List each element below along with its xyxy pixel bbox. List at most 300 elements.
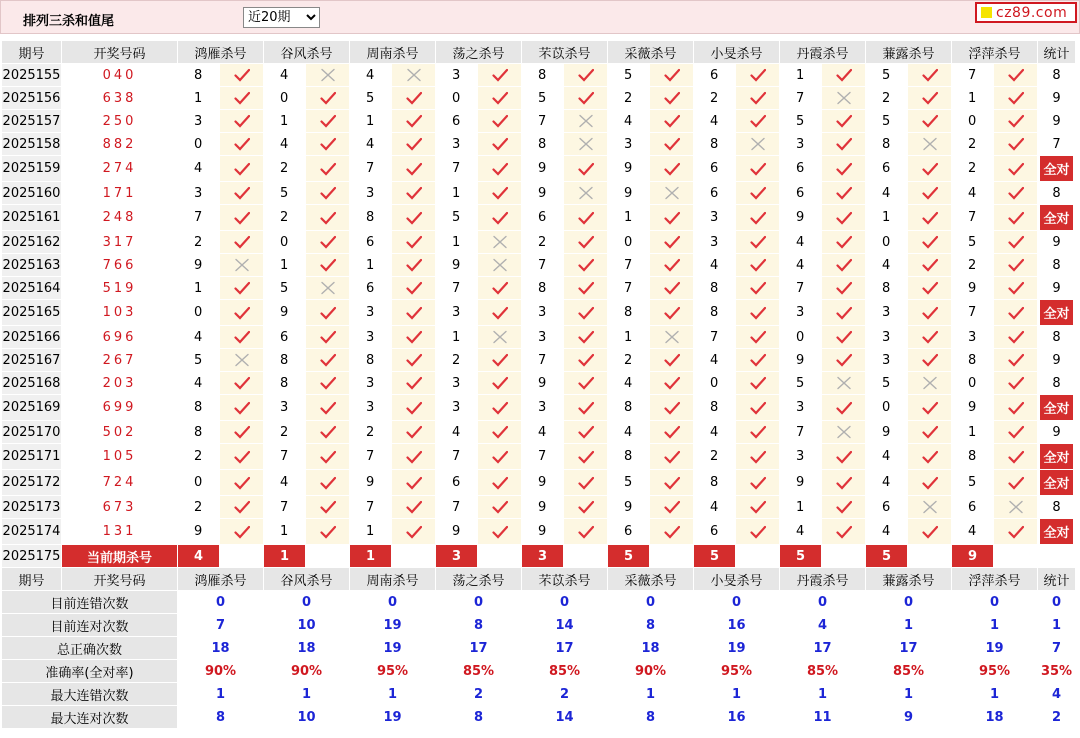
kill-number-cell: 2	[608, 87, 650, 110]
check-icon	[1008, 401, 1024, 415]
result-mark-cell	[564, 182, 608, 205]
table-row	[2, 254, 1076, 277]
kill-number-cell: 9	[522, 519, 564, 545]
result-mark-cell	[306, 395, 350, 421]
kill-number-cell: 6	[694, 519, 736, 545]
kill-number-cell: 4	[952, 519, 994, 545]
result-mark-cell	[478, 372, 522, 395]
check-icon	[836, 235, 852, 249]
table-row	[2, 496, 1076, 519]
summary-value: 2	[436, 683, 522, 706]
kill-number-cell: 7	[694, 326, 736, 349]
result-mark-cell	[822, 254, 866, 277]
kill-number-cell: 7	[780, 421, 822, 444]
check-icon	[320, 525, 336, 539]
kill-number-cell: 3	[608, 133, 650, 156]
check-icon	[578, 306, 594, 320]
table-row	[2, 133, 1076, 156]
result-mark-cell	[994, 395, 1038, 421]
check-icon	[836, 68, 852, 82]
check-icon	[836, 281, 852, 295]
header-row	[2, 41, 1076, 64]
draw-number-cell: 882	[62, 133, 178, 156]
kill-number-cell: 9	[350, 470, 392, 496]
check-icon	[578, 281, 594, 295]
summary-value: 16	[694, 706, 780, 729]
hit-count-cell: 9	[1038, 421, 1076, 444]
result-mark-cell	[650, 182, 694, 205]
result-mark-cell	[220, 205, 264, 231]
column-header: 统计	[1038, 568, 1076, 591]
kill-number-cell: 3	[350, 300, 392, 326]
kill-number-cell: 7	[952, 205, 994, 231]
result-mark-cell	[220, 156, 264, 182]
kill-number-cell: 8	[178, 395, 220, 421]
all-correct-badge: 全对	[1040, 444, 1072, 469]
kill-number-cell: 1	[436, 182, 478, 205]
kill-number-cell: 3	[866, 326, 908, 349]
period-cell: 2025157	[2, 110, 62, 133]
empty-cell	[908, 545, 952, 568]
result-mark-cell	[994, 87, 1038, 110]
kill-number-cell: 9	[178, 254, 220, 277]
result-mark-cell	[736, 444, 780, 470]
result-mark-cell	[650, 349, 694, 372]
kill-number-cell: 6	[608, 519, 650, 545]
result-mark-cell	[822, 231, 866, 254]
result-mark-cell	[220, 519, 264, 545]
kill-number-cell: 8	[522, 64, 564, 87]
result-mark-cell	[306, 87, 350, 110]
result-mark-cell	[306, 205, 350, 231]
summary-value: 18	[178, 637, 264, 660]
check-icon	[406, 525, 422, 539]
result-mark-cell	[736, 372, 780, 395]
result-mark-cell	[822, 300, 866, 326]
result-mark-cell	[564, 156, 608, 182]
check-icon	[836, 258, 852, 272]
summary-value: 17	[780, 637, 866, 660]
result-mark-cell	[822, 326, 866, 349]
result-mark-cell	[392, 133, 436, 156]
check-icon	[836, 114, 852, 128]
summary-value: 14	[522, 614, 608, 637]
kill-number-cell: 3	[350, 326, 392, 349]
kill-number-cell: 4	[780, 519, 822, 545]
summary-value: 1	[608, 683, 694, 706]
check-icon	[922, 450, 938, 464]
kill-number-cell: 5	[780, 372, 822, 395]
check-icon	[578, 235, 594, 249]
result-mark-cell	[908, 470, 952, 496]
result-mark-cell	[478, 326, 522, 349]
cross-icon	[664, 330, 680, 344]
result-mark-cell	[306, 231, 350, 254]
kill-number-cell: 4	[866, 519, 908, 545]
check-icon	[492, 137, 508, 151]
cross-icon	[836, 425, 852, 439]
draw-number-cell: 250	[62, 110, 178, 133]
kill-number-cell: 7	[350, 156, 392, 182]
cross-icon	[234, 353, 250, 367]
kill-number-cell: 1	[952, 421, 994, 444]
kill-number-cell: 3	[436, 372, 478, 395]
period-cell: 2025168	[2, 372, 62, 395]
header-row	[2, 568, 1076, 591]
kill-number-cell: 1	[780, 64, 822, 87]
kill-number-cell: 5	[350, 87, 392, 110]
all-correct-badge: 全对	[1040, 205, 1072, 230]
kill-number-cell: 3	[522, 300, 564, 326]
result-mark-cell	[392, 444, 436, 470]
result-mark-cell	[564, 421, 608, 444]
kill-number-cell: 3	[780, 300, 822, 326]
result-mark-cell	[478, 156, 522, 182]
column-header: 蒹露杀号	[866, 568, 952, 591]
current-kill-number: 4	[178, 545, 220, 568]
kill-number-cell: 6	[952, 496, 994, 519]
summary-value: 11	[780, 706, 866, 729]
result-mark-cell	[908, 326, 952, 349]
column-header: 采薇杀号	[608, 568, 694, 591]
hit-count-cell: 8	[1038, 182, 1076, 205]
result-mark-cell	[220, 421, 264, 444]
result-mark-cell	[478, 87, 522, 110]
check-icon	[1008, 425, 1024, 439]
result-mark-cell	[392, 182, 436, 205]
kill-number-cell: 8	[350, 205, 392, 231]
result-mark-cell	[220, 231, 264, 254]
check-icon	[664, 425, 680, 439]
cross-icon	[664, 186, 680, 200]
kill-number-cell: 8	[608, 395, 650, 421]
result-mark-cell	[994, 326, 1038, 349]
result-mark-cell	[220, 470, 264, 496]
period-cell: 2025164	[2, 277, 62, 300]
period-cell: 2025160	[2, 182, 62, 205]
result-mark-cell	[650, 519, 694, 545]
kill-number-cell: 8	[866, 133, 908, 156]
empty-cell	[564, 545, 608, 568]
result-mark-cell	[220, 277, 264, 300]
result-mark-cell	[650, 254, 694, 277]
check-icon	[234, 525, 250, 539]
result-mark-cell	[564, 133, 608, 156]
period-cell: 2025156	[2, 87, 62, 110]
kill-number-cell: 4	[350, 64, 392, 87]
kill-number-cell: 4	[608, 110, 650, 133]
result-mark-cell	[564, 470, 608, 496]
kill-number-cell: 4	[866, 444, 908, 470]
check-icon	[406, 114, 422, 128]
result-mark-cell	[392, 519, 436, 545]
result-mark-cell	[822, 496, 866, 519]
check-icon	[492, 353, 508, 367]
summary-value: 0	[178, 591, 264, 614]
kill-number-cell: 1	[264, 254, 306, 277]
draw-number-cell: 103	[62, 300, 178, 326]
result-mark-cell	[220, 395, 264, 421]
kill-number-cell: 4	[780, 231, 822, 254]
kill-number-cell: 8	[350, 349, 392, 372]
result-mark-cell	[220, 496, 264, 519]
result-mark-cell	[994, 277, 1038, 300]
check-icon	[664, 114, 680, 128]
kill-number-cell: 3	[178, 182, 220, 205]
summary-value: 7	[178, 614, 264, 637]
kill-number-cell: 4	[694, 254, 736, 277]
check-icon	[320, 186, 336, 200]
check-icon	[578, 68, 594, 82]
kill-number-cell: 9	[264, 300, 306, 326]
cross-icon	[922, 500, 938, 514]
kill-number-cell: 7	[436, 277, 478, 300]
summary-value: 1	[952, 683, 1038, 706]
check-icon	[922, 476, 938, 490]
kill-number-cell: 0	[178, 300, 220, 326]
check-icon	[664, 137, 680, 151]
period-cell: 2025170	[2, 421, 62, 444]
cross-icon	[578, 186, 594, 200]
check-icon	[406, 401, 422, 415]
check-icon	[406, 476, 422, 490]
column-header: 浮萍杀号	[952, 41, 1038, 64]
result-mark-cell	[650, 231, 694, 254]
cross-icon	[836, 376, 852, 390]
check-icon	[320, 500, 336, 514]
result-mark-cell	[478, 470, 522, 496]
result-mark-cell	[478, 205, 522, 231]
check-icon	[664, 500, 680, 514]
column-header: 浮萍杀号	[952, 568, 1038, 591]
result-mark-cell	[994, 205, 1038, 231]
result-mark-cell	[736, 277, 780, 300]
summary-value: 19	[350, 637, 436, 660]
kill-number-cell: 3	[866, 349, 908, 372]
check-icon	[406, 258, 422, 272]
current-kill-number: 3	[436, 545, 478, 568]
result-mark-cell	[306, 64, 350, 87]
kill-number-cell: 5	[264, 182, 306, 205]
kill-number-cell: 2	[264, 421, 306, 444]
column-header: 期号	[2, 568, 62, 591]
check-icon	[836, 476, 852, 490]
period-select[interactable]	[243, 7, 320, 28]
kill-number-cell: 8	[178, 421, 220, 444]
check-icon	[922, 258, 938, 272]
hit-count-cell: 7	[1038, 133, 1076, 156]
kill-number-cell: 8	[866, 277, 908, 300]
check-icon	[750, 162, 766, 176]
kill-number-cell: 9	[522, 496, 564, 519]
result-mark-cell	[564, 372, 608, 395]
all-correct-badge-cell	[1038, 395, 1076, 421]
site-logo[interactable]	[975, 2, 1077, 23]
kill-number-cell: 9	[780, 470, 822, 496]
kill-number-cell: 7	[780, 277, 822, 300]
cross-icon	[320, 68, 336, 82]
result-mark-cell	[220, 182, 264, 205]
result-mark-cell	[478, 349, 522, 372]
kill-number-cell: 1	[866, 205, 908, 231]
column-header: 开奖号码	[62, 568, 178, 591]
check-icon	[406, 330, 422, 344]
check-icon	[578, 162, 594, 176]
check-icon	[750, 500, 766, 514]
period-cell: 2025162	[2, 231, 62, 254]
summary-value: 10	[264, 614, 350, 637]
result-mark-cell	[306, 182, 350, 205]
table-row	[2, 64, 1076, 87]
summary-value: 90%	[608, 660, 694, 683]
check-icon	[406, 306, 422, 320]
table-row	[2, 372, 1076, 395]
kill-number-cell: 0	[952, 110, 994, 133]
kill-number-cell: 3	[780, 395, 822, 421]
result-mark-cell	[650, 64, 694, 87]
kill-number-cell: 2	[952, 133, 994, 156]
column-header: 采薇杀号	[608, 41, 694, 64]
result-mark-cell	[650, 300, 694, 326]
result-mark-cell	[392, 64, 436, 87]
kill-number-cell: 2	[952, 254, 994, 277]
period-cell: 2025173	[2, 496, 62, 519]
column-header: 丹霞杀号	[780, 568, 866, 591]
kill-number-cell: 3	[780, 444, 822, 470]
column-header: 期号	[2, 41, 62, 64]
kill-number-cell: 0	[178, 470, 220, 496]
check-icon	[1008, 476, 1024, 490]
result-mark-cell	[994, 133, 1038, 156]
cross-icon	[406, 68, 422, 82]
check-icon	[664, 376, 680, 390]
result-mark-cell	[306, 133, 350, 156]
kill-number-cell: 8	[522, 277, 564, 300]
check-icon	[836, 330, 852, 344]
period-cell: 2025174	[2, 519, 62, 545]
period-cell: 2025159	[2, 156, 62, 182]
check-icon	[406, 500, 422, 514]
check-icon	[234, 211, 250, 225]
result-mark-cell	[564, 254, 608, 277]
check-icon	[664, 281, 680, 295]
draw-number-cell: 248	[62, 205, 178, 231]
result-mark-cell	[564, 349, 608, 372]
result-mark-cell	[994, 156, 1038, 182]
summary-value: 19	[952, 637, 1038, 660]
check-icon	[578, 91, 594, 105]
summary-value: 19	[694, 637, 780, 660]
summary-value: 10	[264, 706, 350, 729]
all-correct-badge-cell	[1038, 519, 1076, 545]
result-mark-cell	[306, 254, 350, 277]
result-mark-cell	[736, 300, 780, 326]
result-mark-cell	[478, 277, 522, 300]
check-icon	[922, 330, 938, 344]
period-cell: 2025155	[2, 64, 62, 87]
all-correct-badge-cell	[1038, 444, 1076, 470]
result-mark-cell	[564, 395, 608, 421]
kill-number-cell: 0	[866, 231, 908, 254]
hit-count-cell: 9	[1038, 110, 1076, 133]
kill-number-cell: 4	[522, 421, 564, 444]
kill-number-cell: 2	[178, 231, 220, 254]
check-icon	[492, 525, 508, 539]
summary-value: 18	[952, 706, 1038, 729]
check-icon	[492, 68, 508, 82]
result-mark-cell	[220, 110, 264, 133]
kill-number-cell: 6	[694, 156, 736, 182]
draw-number-cell: 724	[62, 470, 178, 496]
check-icon	[320, 425, 336, 439]
result-mark-cell	[908, 372, 952, 395]
kill-number-cell: 8	[264, 372, 306, 395]
check-icon	[578, 401, 594, 415]
kill-number-cell: 9	[780, 205, 822, 231]
kill-number-cell: 2	[350, 421, 392, 444]
kill-number-cell: 4	[608, 421, 650, 444]
kill-number-cell: 9	[178, 519, 220, 545]
table-row	[2, 395, 1076, 421]
result-mark-cell	[994, 372, 1038, 395]
result-mark-cell	[564, 326, 608, 349]
kill-number-cell: 8	[694, 395, 736, 421]
check-icon	[234, 281, 250, 295]
kill-number-cell: 0	[608, 231, 650, 254]
draw-number-cell: 171	[62, 182, 178, 205]
result-mark-cell	[908, 496, 952, 519]
check-icon	[750, 476, 766, 490]
period-cell: 2025161	[2, 205, 62, 231]
result-mark-cell	[822, 519, 866, 545]
result-mark-cell	[736, 326, 780, 349]
table-row	[2, 349, 1076, 372]
result-mark-cell	[220, 254, 264, 277]
kill-number-cell: 1	[178, 87, 220, 110]
cross-icon	[750, 137, 766, 151]
kill-number-cell: 7	[608, 277, 650, 300]
check-icon	[750, 306, 766, 320]
table-row	[2, 470, 1076, 496]
empty-cell	[1038, 545, 1076, 568]
check-icon	[492, 306, 508, 320]
summary-value: 1	[694, 683, 780, 706]
check-icon	[836, 211, 852, 225]
check-icon	[922, 425, 938, 439]
check-icon	[1008, 258, 1024, 272]
kill-number-cell: 8	[608, 300, 650, 326]
check-icon	[836, 162, 852, 176]
summary-value: 2	[1038, 706, 1076, 729]
summary-value: 1	[866, 683, 952, 706]
kill-number-cell: 8	[694, 300, 736, 326]
result-mark-cell	[392, 156, 436, 182]
table-row	[2, 300, 1076, 326]
check-icon	[578, 376, 594, 390]
result-mark-cell	[478, 421, 522, 444]
result-mark-cell	[736, 87, 780, 110]
kill-number-cell: 3	[350, 182, 392, 205]
check-icon	[922, 306, 938, 320]
check-icon	[922, 186, 938, 200]
kill-number-cell: 6	[436, 470, 478, 496]
result-mark-cell	[220, 372, 264, 395]
result-mark-cell	[564, 496, 608, 519]
check-icon	[1008, 525, 1024, 539]
check-icon	[234, 137, 250, 151]
hit-count-cell: 9	[1038, 231, 1076, 254]
check-icon	[750, 353, 766, 367]
